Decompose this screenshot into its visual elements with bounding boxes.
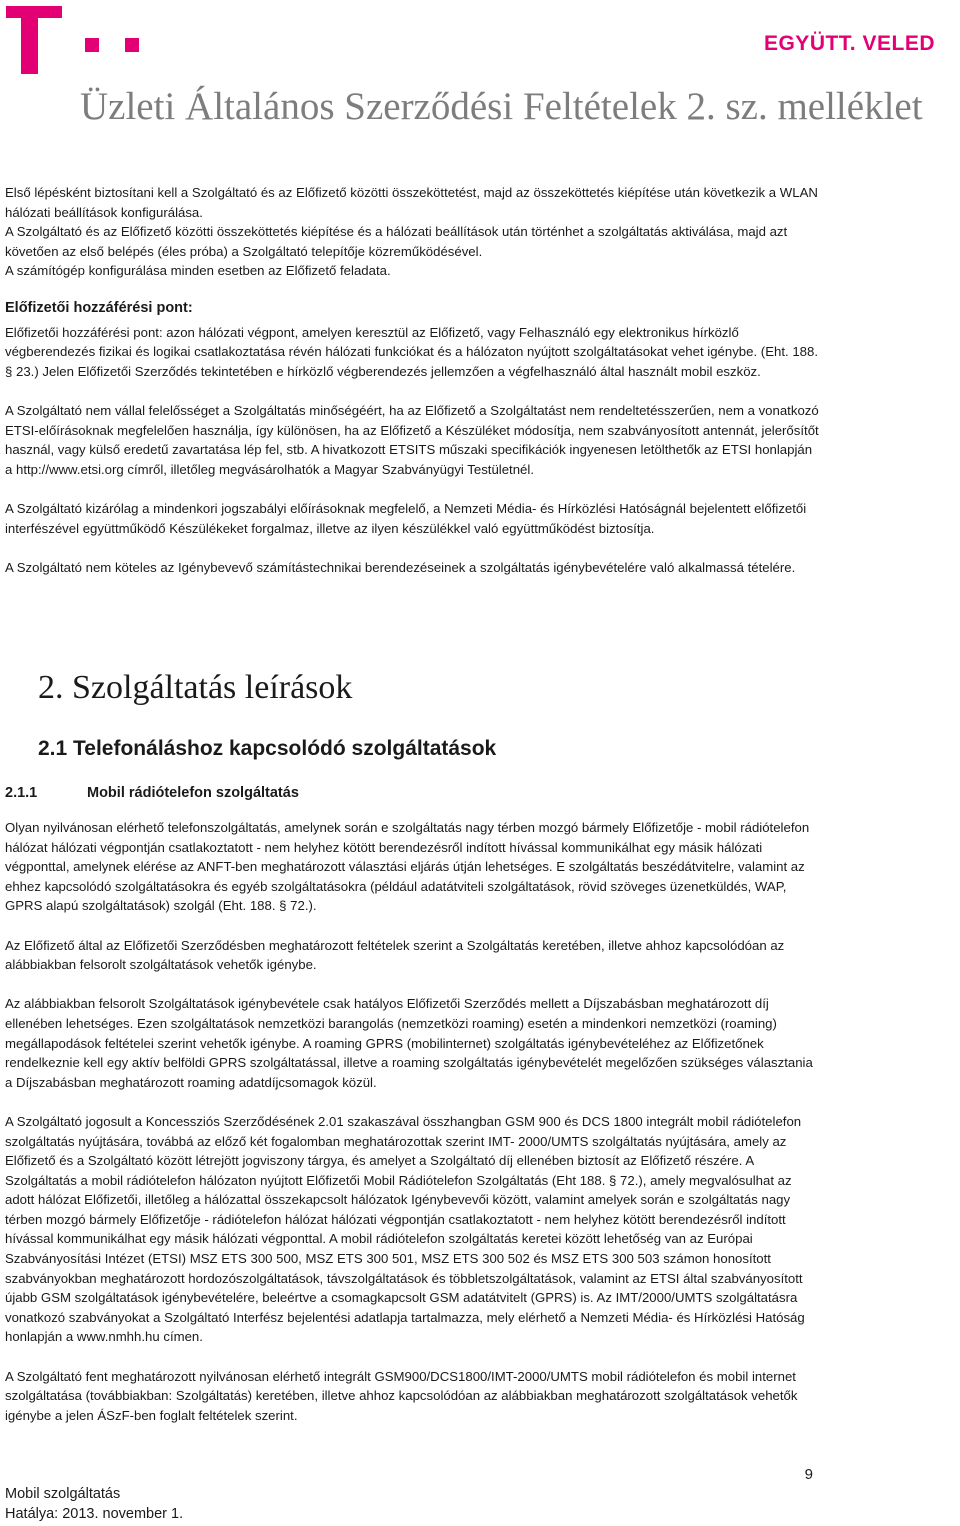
paragraph: A számítógép konfigurálása minden esetben az Előfizető feladata. bbox=[5, 263, 391, 279]
footer bbox=[5, 1484, 183, 1524]
paragraph: A Szolgáltató kizárólag a mindenkori jogszabályi előírásoknak megfelelő, a Nemzeti Média- és Hírközlési Hatóságnál bejelentett előfizetői interfészével együttműködő Készülékeket forgalmaz, illetve az ilyen készülékkel való együttműködést biztosítja. bbox=[5, 500, 807, 536]
footer-effective-date: Hatálya: 2013. november 1. bbox=[5, 1506, 184, 1522]
subsubsection-number: 2.1.1 bbox=[5, 785, 38, 801]
paragraph: A Szolgáltató fent meghatározott nyilvánosan elérhető integrált GSM900/DCS1800/IMT-2000/UMTS mobil rádiótelefon és mobil internet szolgáltatása (továbbiakban: Szolgáltatás) keretében, illetve ahhoz kapcsolódóan az alábbiakban meghatározott szolgáltatások vehetők igénybe a jelen ÁSzF-ben foglalt feltételek szerint. bbox=[5, 1368, 798, 1423]
page-number: 9 bbox=[804, 1466, 813, 1483]
slogan: EGYÜTT. VELED bbox=[763, 32, 935, 55]
paragraph: Az Előfizető által az Előfizetői Szerződésben meghatározott feltételek szerint a Szolgáltatás keretében, illetve ahhoz kapcsolódóan az alábbiakban felsorolt szolgáltatások vehetők igénybe. bbox=[5, 937, 785, 973]
logo-dot bbox=[85, 38, 99, 52]
access-point-heading: Előfizetői hozzáférési pont: bbox=[5, 299, 193, 316]
intro-section bbox=[5, 183, 820, 597]
section-heading: 2. Szolgáltatás leírások bbox=[38, 669, 353, 706]
paragraph: Első lépésként biztosítani kell a Szolgáltató és az Előfizető közötti összeköttetést, majd az összeköttetés kiépítése után következik a WLAN hálózati beállítások konfigurálása. bbox=[5, 185, 818, 220]
paragraph: Az alábbiakban felsorolt Szolgáltatások igénybevétele csak hatályos Előfizetői Szerződés mellett a Díjszabásban meghatározott díj ellenében lehetséges. Ezen szolgáltatások nemzetközi barangolás (nemzetközi roaming) esetén a mindenkori nemzetközi (roaming) megállapodások feltételei szerint vehetők igénybe. A roaming GPRS (mobilinternet) szolgáltatás igénybevételéhez az Előfizetőnek rendelkeznie kell egy aktív belföldi GPRS szolgáltatással, illetve a roaming szolgáltatás igénybevételét megelőzően szükséges választania a Díjszabásban meghatározott roaming adatdíjcsomagok közül. bbox=[5, 996, 813, 1090]
service-description bbox=[5, 818, 817, 1445]
telekom-logo bbox=[6, 6, 140, 74]
paragraph: A Szolgáltató és az Előfizető közötti összeköttetés kiépítése és a hálózati beállítások után történhet a szolgáltatás aktiválása, majd azt követően az első belépés (éles próba) a Szolgáltató telepítője közreműködésével. bbox=[5, 224, 788, 259]
paragraph: Előfizetői hozzáférési pont: azon hálózati végpont, amelyen keresztül az Előfizető, vagy Felhasználó egy elektronikus hírközlő végberendezés fizikai és logikai csatlakoztatása révén hálózati funkciókat és a hálózaton nyújtott szolgáltatásokat vehet igénybe. (Eht. 188. § 23.) Jelen Előfizetői Szerződés tekintetében e hírközlő végberendezés jellemzően a végfelhasználó által használt mobil eszköz. bbox=[5, 324, 818, 379]
document-title: Üzleti Általános Szerződési Feltételek 2. sz. melléklet bbox=[80, 85, 923, 128]
paragraph: A Szolgáltató jogosult a Koncessziós Szerződésének 2.01 szakaszával összhangban GSM 900 és DCS 1800 integrált mobil rádiótelefon szolgáltatás nyújtására, továbbá az előző két fogalomban meghatározottak szerint IMT- 2000/UMTS szolgáltatás nyújtására, amely az Előfizető és a Szolgáltató között létrejött jogviszony tárgya, és amelyet a Szolgáltató díj ellenében biztosít az Előfizető részére. A Szolgáltatás a mobil rádiótelefon hálózaton nyújtott Előfizetői Mobil Rádiótelefon Szolgáltatás (Eht 188. § 72.), amely megvalósulhat az adott hálózat Előfizetői, illetőleg a hálózattal összekapcsolt hálózatok Igénybevevői között, valamint amelyek során e szolgáltatás nagy térben mozgó bármely Előfizetője - rádiótelefon hálózat hálózati végpontján csatlakoztatott - nem helyhez kötött berendezésről indított hívással kommunikálhat egy másik hálózati végponttal. A mobil rádiótelefon szolgáltatás keretei között lehetőség van az Európai Szabványosítási Intézet (ETSI) MSZ ETS 300 500, MSZ ETS 300 501, MSZ ETS 300 502 és MSZ ETS 300 503 számon honosított szabványokban meghatározott hordozószolgáltatások, távszolgáltatások és többletszolgáltatások, valamint az ETSI által szabványosított újabb GSM szolgáltatások igénybevételére, beleértve a csomagkapcsolt GSM adatátvitelt (GPRS) is. Az IMT/2000/UMTS szolgáltatásra vonatkozó szabványokat a Szolgáltató Interfész bejelentési adatlapja tartalmazza, mely elérhető a Nemzeti Média- és Hírközlési Hatóság honlapján a www.nmhh.hu címen. bbox=[5, 1113, 805, 1345]
subsubsection-title: Mobil rádiótelefon szolgáltatás bbox=[87, 785, 299, 801]
subsubsection-heading bbox=[5, 785, 299, 801]
paragraph: A Szolgáltató nem köteles az Igénybevevő számítástechnikai berendezéseinek a szolgáltatás igénybevételére való alkalmassá tételére. bbox=[5, 559, 796, 575]
paragraph: A Szolgáltató nem vállal felelősséget a Szolgáltatás minőségéért, ha az Előfizető a Szolgáltatást nem rendeltetésszerűen, nem a vonatkozó ETSI-előírásoknak megfelelően használja, így különösen, ha az Előfizető a Készüléket módosítja, nem szabványosított antennát, jelerősítőt használ, vagy külső eredetű zavartatása lép fel, stb. A hivatkozott ETSITS műszaki specifikációk ingyenesen letölthetők az ETSI honlapján a http://www.etsi.org címről, illetőleg megvásárolhatók a Magyar Szabványügyi Testületnél. bbox=[5, 402, 819, 477]
footer-service: Mobil szolgáltatás bbox=[5, 1486, 121, 1502]
paragraph: Olyan nyilvánosan elérhető telefonszolgáltatás, amelynek során e szolgáltatás nagy térben mozgó bármely Előfizetője - mobil rádiótelefon hálózat hálózati végpontján csatlakoztatott - nem helyhez kötött berendezésről indított hívással kommunikálhat egy másik hálózati végponttal, amelynek elérése az ANFT-ben meghatározott választási eljárás útján lehetséges. E szolgáltatás beszédátvitelre, valamint az ehhez kapcsolódó szolgáltatásokra és egyéb szolgáltatásokra (például adatátviteli szolgáltatások, rövid szöveges üzenetküldés, WAP, GPRS alapú szolgáltatások) szolgál (Eht. 188. § 72.). bbox=[5, 820, 810, 914]
subsection-heading: 2.1 Telefonáláshoz kapcsolódó szolgáltatások bbox=[38, 737, 497, 760]
telekom-t-logo-stem bbox=[21, 6, 38, 74]
logo-dot bbox=[125, 38, 139, 52]
